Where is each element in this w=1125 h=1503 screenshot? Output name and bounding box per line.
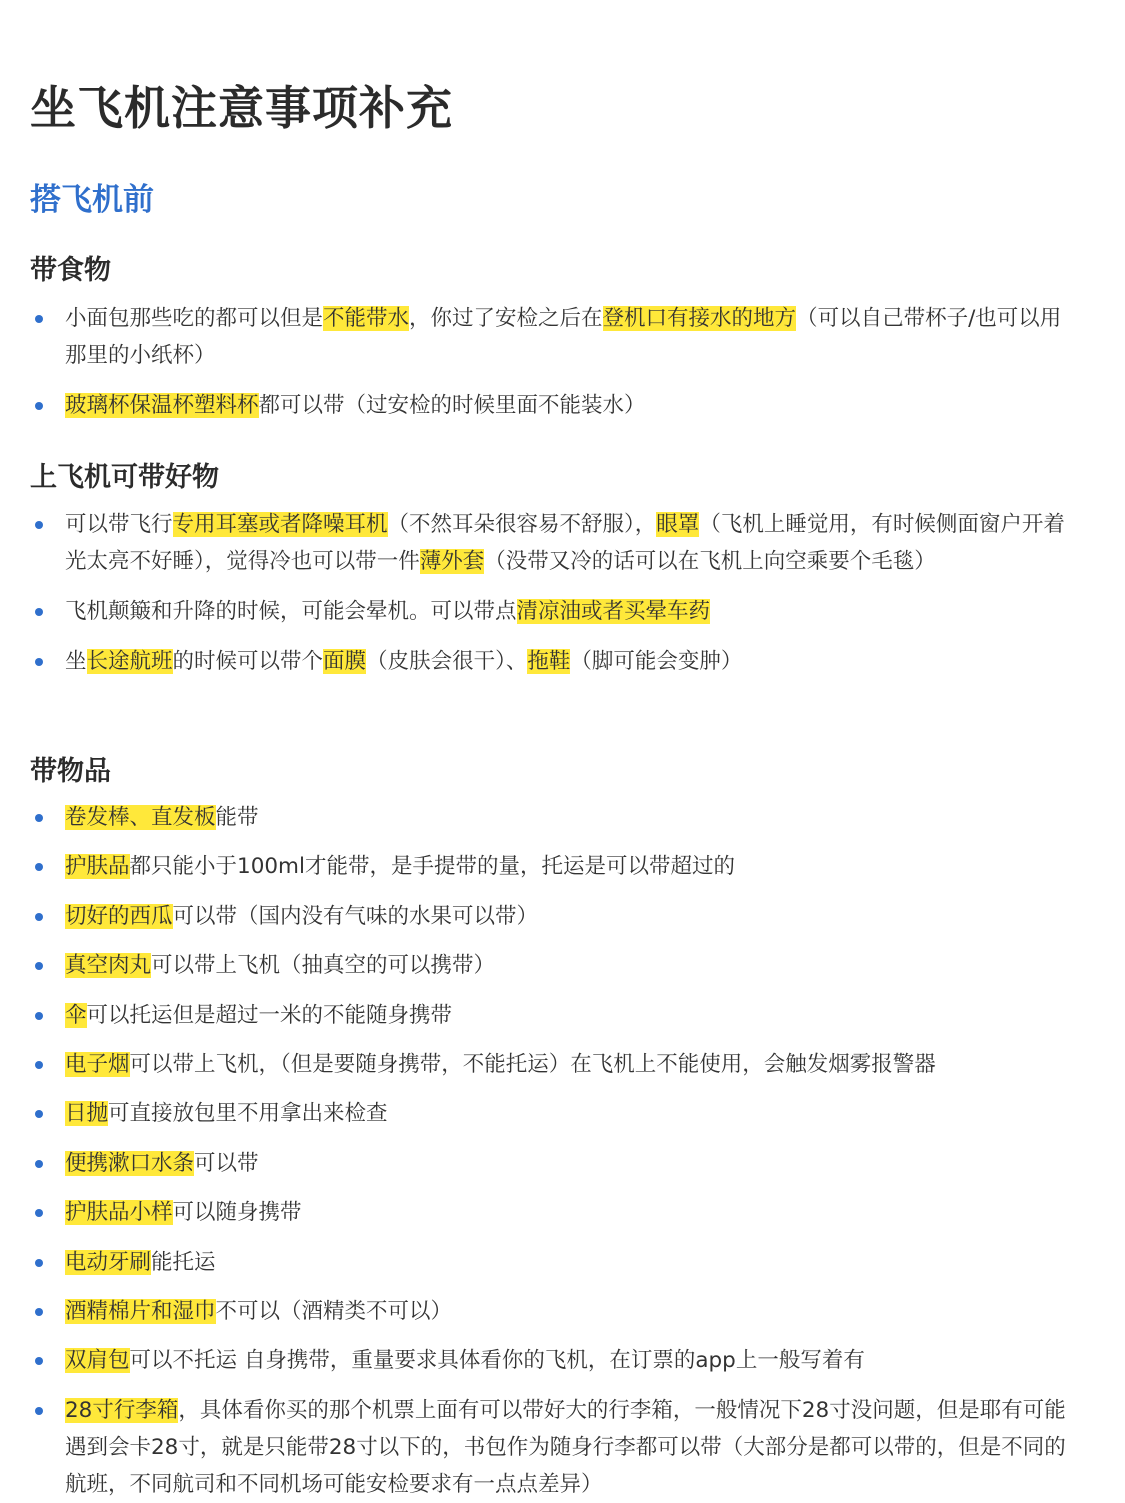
highlighted-text: 切好的西瓜 — [65, 903, 173, 929]
item-text: 坐 — [65, 649, 87, 674]
item-text: 可直接放包里不用拿出来检查 — [108, 1101, 388, 1127]
list-item — [30, 1046, 1075, 1083]
highlighted-text: 长途航班 — [86, 649, 173, 674]
highlighted-text: 护肤品 — [65, 854, 130, 880]
item-text: 可以托运但是超过一米的不能随身携带 — [86, 1002, 453, 1028]
highlighted-text: 便携漱口水条 — [65, 1150, 195, 1176]
item-text: ，你过了安检之后在 — [409, 306, 603, 331]
item-text: 小面包那些吃的都可以但是 — [65, 306, 324, 331]
list-item — [30, 387, 1075, 424]
item-text: 可以带 — [194, 1150, 259, 1176]
highlighted-text: 登机口有接水的地方 — [602, 306, 797, 331]
list-item — [30, 1392, 1075, 1503]
item-text: 可以带上飞机（抽真空的可以携带） — [151, 953, 496, 979]
list-item — [30, 1194, 1075, 1231]
item-text: （飞机上睡觉用，有时候侧面窗户开着光太亮不好睡），觉得冷也可以带一件 — [65, 512, 1065, 574]
highlighted-text: 28寸行李箱 — [65, 1397, 179, 1423]
item-text: （皮肤会很干）、 — [366, 649, 528, 674]
item-text: 可以不托运 自身携带，重量要求具体看你的飞机，在订票的app上一般写着有 — [129, 1348, 865, 1374]
list-item — [30, 506, 1075, 580]
item-text: （没带又冷的话可以在飞机上向空乘要个毛毯） — [484, 549, 936, 574]
item-text: ，具体看你买的那个机票上面有可以带好大的行李箱，一般情况下28寸没问题，但是耶有可能遇到会卡28寸，就是只能带28寸以下的，书包作为随身行李都可以带（大部分是都可以带的，但是不同的航班，不同航司和不同机场可能安检要求有一点点差异） — [65, 1397, 1066, 1497]
highlighted-text: 伞 — [65, 1002, 87, 1028]
list-item — [30, 1342, 1075, 1379]
item-text: （脚可能会变肿） — [570, 649, 743, 674]
item-text: （可以自己带杯子/也可以用那里的小纸杯） — [65, 306, 1062, 368]
item-text: 的时候可以带个 — [172, 649, 324, 674]
highlighted-text: 不能带水 — [323, 306, 410, 331]
item-text: 能带 — [215, 805, 259, 830]
list-item — [30, 898, 1075, 935]
highlighted-text: 卷发棒、直发板 — [65, 805, 216, 830]
highlighted-text: 薄外套 — [419, 549, 485, 574]
page-title: 坐飞机注意事项补充 — [30, 81, 453, 135]
list-item — [30, 947, 1075, 984]
list-item — [30, 643, 1075, 680]
list-food — [30, 300, 1075, 424]
highlighted-text: 真空肉丸 — [65, 953, 152, 979]
list-item — [30, 997, 1075, 1034]
subheading-items: 带物品 — [30, 756, 111, 787]
list-item — [30, 799, 1075, 836]
list-item — [30, 593, 1075, 630]
list-item — [30, 1244, 1075, 1281]
highlighted-text: 拖鞋 — [527, 649, 571, 674]
subheading-onboard: 上飞机可带好物 — [30, 462, 219, 493]
highlighted-text: 面膜 — [323, 649, 367, 674]
highlighted-text: 护肤品小样 — [65, 1200, 173, 1226]
item-text: 可以带飞行 — [65, 512, 173, 537]
highlighted-text: 电子烟 — [65, 1051, 130, 1077]
item-text: 能托运 — [151, 1249, 216, 1275]
highlighted-text: 电动牙刷 — [65, 1249, 152, 1275]
item-text: 飞机颠簸和升降的时候，可能会晕机。可以带点 — [65, 599, 517, 624]
list-item — [30, 300, 1075, 374]
item-text: 可以带上飞机，（但是要随身携带，不能托运）在飞机上不能使用，会触发烟雾报警器 — [129, 1051, 936, 1077]
list-item — [30, 1145, 1075, 1182]
item-text: （不然耳朵很容易不舒服）， — [387, 512, 657, 537]
list-item — [30, 1293, 1075, 1330]
highlighted-text: 眼罩 — [656, 512, 700, 537]
highlighted-text: 专用耳塞或者降噪耳机 — [172, 512, 388, 537]
item-text: 都只能小于100ml才能带，是手提带的量，托运是可以带超过的 — [129, 854, 735, 880]
subheading-food: 带食物 — [30, 255, 111, 286]
item-text: 都可以带（过安检的时候里面不能装水） — [258, 393, 646, 418]
highlighted-text: 玻璃杯保温杯塑料杯 — [65, 393, 259, 418]
list-onboard — [30, 506, 1075, 680]
highlighted-text: 日抛 — [65, 1101, 109, 1127]
section-heading: 搭飞机前 — [30, 182, 154, 218]
list-item — [30, 848, 1075, 885]
item-text: 可以随身携带 — [172, 1200, 302, 1226]
item-text: 不可以（酒精类不可以） — [215, 1298, 453, 1324]
highlighted-text: 酒精棉片和湿巾 — [65, 1298, 216, 1324]
list-item — [30, 1095, 1075, 1132]
highlighted-text: 清凉油或者买晕车药 — [516, 599, 711, 624]
list-items — [30, 799, 1075, 1503]
highlighted-text: 双肩包 — [65, 1348, 130, 1374]
item-text: 可以带（国内没有气味的水果可以带） — [172, 903, 539, 929]
